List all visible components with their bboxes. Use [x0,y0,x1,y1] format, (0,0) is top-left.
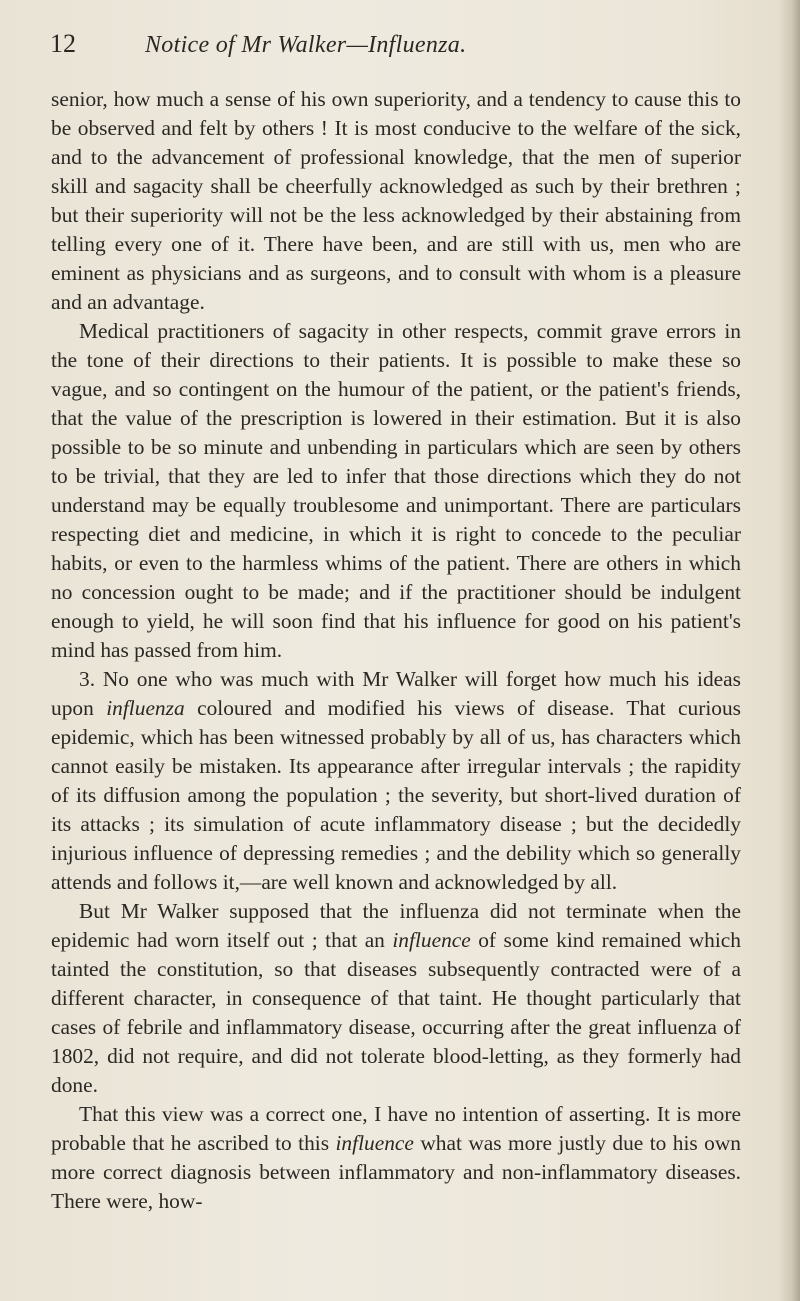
text-run: of some kind remained which tainted the constitution, so that diseases subsequently contracted were of a different character, in consequence of that taint. He thought particularly that cases of febrile and inflammatory disease, occurring after the great influenza of 1802, did not require, and did not tolerate blood-letting, as they formerly had done. [51,928,741,1097]
text-run: Medical practitioners of sagacity in other respects, commit grave errors in the tone of their directions to their patients. It is possible to make these so vague, and so contingent on the humour of the patient, or the patient's friends, that the value of the prescription is lowered in their estimation. But it is also possible to be so minute and unbending in particulars which are seen by others to be trivial, that they are led to infer that those directions which they do not understand may be equally troublesome and unimportant. There are particulars respecting diet and medicine, in which it is right to concede to the peculiar habits, or even to the harmless whims of the patient. There are others in which no concession ought to be made; and if the practitioner should be indulgent enough to yield, he will soon find that his influence for good on his patient's mind has passed from him. [51,319,741,662]
page-edge-shadow [778,0,800,1301]
paragraph-p4 [51,897,741,1100]
paragraph-p2 [51,317,741,665]
running-head: Notice of Mr Walker—Influenza. [145,32,467,58]
page-header [50,28,750,68]
paragraph-p3 [51,665,741,897]
italic-term: influenza [106,696,185,720]
text-run: senior, how much a sense of his own superiority, and a tendency to cause this to be observed and felt by others ! It is most conducive to the welfare of the sick, and to the advancement of professional knowledge, that the men of superior skill and sagacity shall be cheerfully acknowledged as such by their brethren ; but their superiority will not be the less acknowledged by their abstaining from telling every one of it. There have been, and are still with us, men who are eminent as physicians and as surgeons, and to consult with whom is a pleasure and an advantage. [51,87,741,314]
italic-term: influence [392,928,471,952]
text-run: what was more justly due to his own more correct diagnosis between inflammatory and non-inflammatory diseases. There were, how- [51,1131,741,1213]
page-number: 12 [50,29,76,58]
text-run: But Mr Walker supposed that the influenza did not terminate when the epidemic had worn itself out ; that an [51,899,741,952]
text-run: 3. No one who was much with Mr Walker will forget how much his ideas upon [51,667,741,720]
italic-term: influence [335,1131,414,1155]
text-run: coloured and modified his views of disease. That curious epidemic, which has been witnessed probably by all of us, has characters which cannot easily be mistaken. Its appearance after irregular intervals ; the rapidity of its diffusion among the population ; the severity, but short-lived duration of its attacks ; its simulation of acute inflammatory disease ; but the decidedly injurious influence of depressing remedies ; and the debility which so generally attends and follows it,—are well known and acknowledged by all. [51,696,741,894]
text-run: That this view was a correct one, I have no intention of asserting. It is more probable that he ascribed to this [51,1102,741,1155]
paragraph-p5 [51,1100,741,1216]
paragraph-p1 [51,85,741,317]
body-text [51,85,741,1216]
